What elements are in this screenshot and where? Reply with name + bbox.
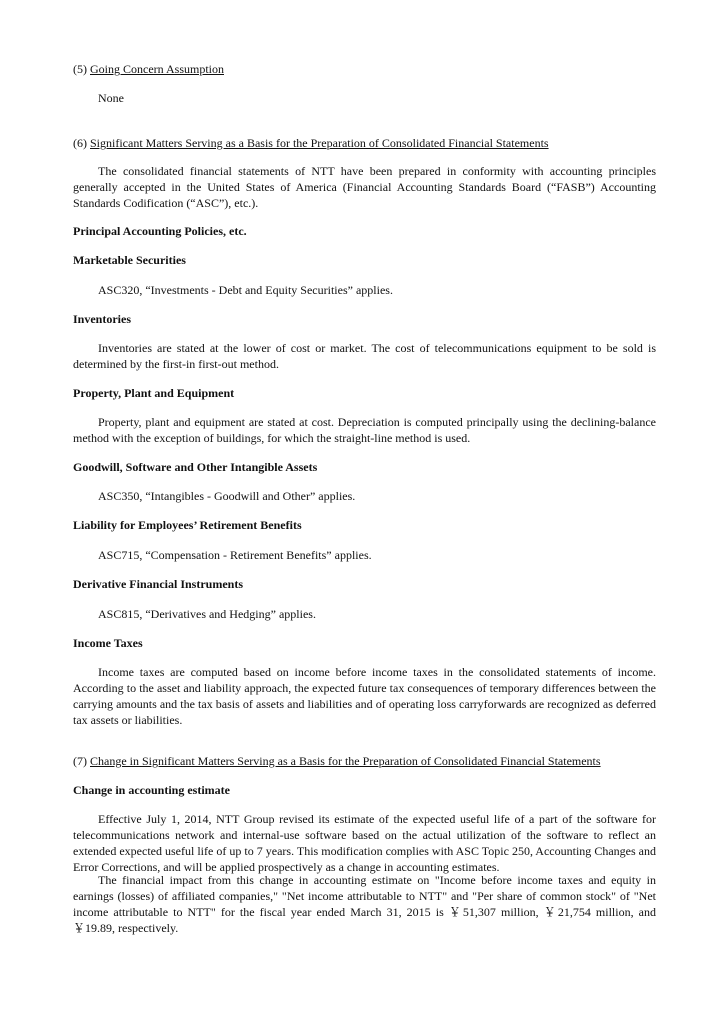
section-7-number: (7) xyxy=(73,754,90,768)
goodwill-body: ASC350, “Intangibles - Goodwill and Other” applies. xyxy=(98,489,356,503)
marketable-securities-body: ASC320, “Investments - Debt and Equity Securities” applies. xyxy=(98,283,393,297)
section-5-number: (5) xyxy=(73,62,90,76)
policies-heading: Principal Accounting Policies, etc. xyxy=(73,224,247,238)
income-taxes-body: Income taxes are computed based on income before income taxes in the consolidated statements of income. According to the asset and liability approach, the expected future tax consequences of temporary differences between the carrying amounts and the tax basis of assets and liabilities and of operating loss carryforwards are recognized as deferred tax assets or liabilities. xyxy=(73,665,656,727)
change-estimate-para2: The financial impact from this change in accounting estimate on "Income before income taxes and equity in earnings (losses) of affiliated companies," "Net income attributable to NTT" and "Per share of common stock" of "Net income attributable to NTT" for the fiscal year ended March 31, 2015 is ￥51,307 million, ￥21,754 million, and ￥19.89, respectively. xyxy=(73,873,656,935)
marketable-securities-heading: Marketable Securities xyxy=(73,253,186,267)
section-6-intro: The consolidated financial statements of NTT have been prepared in conformity with accounting principles generally accepted in the United States of America (Financial Accounting Standards Board (“FASB”) Accounting Standards Codification (“ASC”), etc.). xyxy=(73,164,656,210)
retirement-heading: Liability for Employees’ Retirement Benefits xyxy=(73,518,302,532)
section-6-number: (6) xyxy=(73,136,90,150)
section-5-title: Going Concern Assumption xyxy=(90,62,224,76)
ppe-heading: Property, Plant and Equipment xyxy=(73,386,235,400)
inventories-body: Inventories are stated at the lower of cost or market. The cost of telecommunications equipment to be sold is determined by the first-in first-out method. xyxy=(73,341,656,371)
derivative-body: ASC815, “Derivatives and Hedging” applies. xyxy=(98,607,316,621)
section-5-heading xyxy=(73,61,656,77)
income-taxes-heading: Income Taxes xyxy=(73,636,143,650)
derivative-heading: Derivative Financial Instruments xyxy=(73,577,243,591)
ppe-body: Property, plant and equipment are stated at cost. Depreciation is computed principally using the declining-balance method with the exception of buildings, for which the straight-line method is used. xyxy=(73,415,656,445)
section-6-heading xyxy=(73,135,656,151)
inventories-heading: Inventories xyxy=(73,312,131,326)
retirement-body: ASC715, “Compensation - Retirement Benefits” applies. xyxy=(98,548,372,562)
change-estimate-heading: Change in accounting estimate xyxy=(73,783,230,797)
section-7-heading xyxy=(73,753,656,769)
section-7-title: Change in Significant Matters Serving as a Basis for the Preparation of Consolidated Financial Statements xyxy=(90,754,601,768)
section-5-body: None xyxy=(98,91,124,105)
change-estimate-para1: Effective July 1, 2014, NTT Group revised its estimate of the expected useful life of a part of the software for telecommunications network and internal-use software based on the actual utilization of the software to reflect an extended expected useful life of up to 7 years. This modification complies with ASC Topic 250, Accounting Changes and Error Corrections, and will be applied prospectively as a change in accounting estimates. xyxy=(73,812,656,874)
section-6-title: Significant Matters Serving as a Basis for the Preparation of Consolidated Financial Statements xyxy=(90,136,549,150)
goodwill-heading: Goodwill, Software and Other Intangible Assets xyxy=(73,460,318,474)
